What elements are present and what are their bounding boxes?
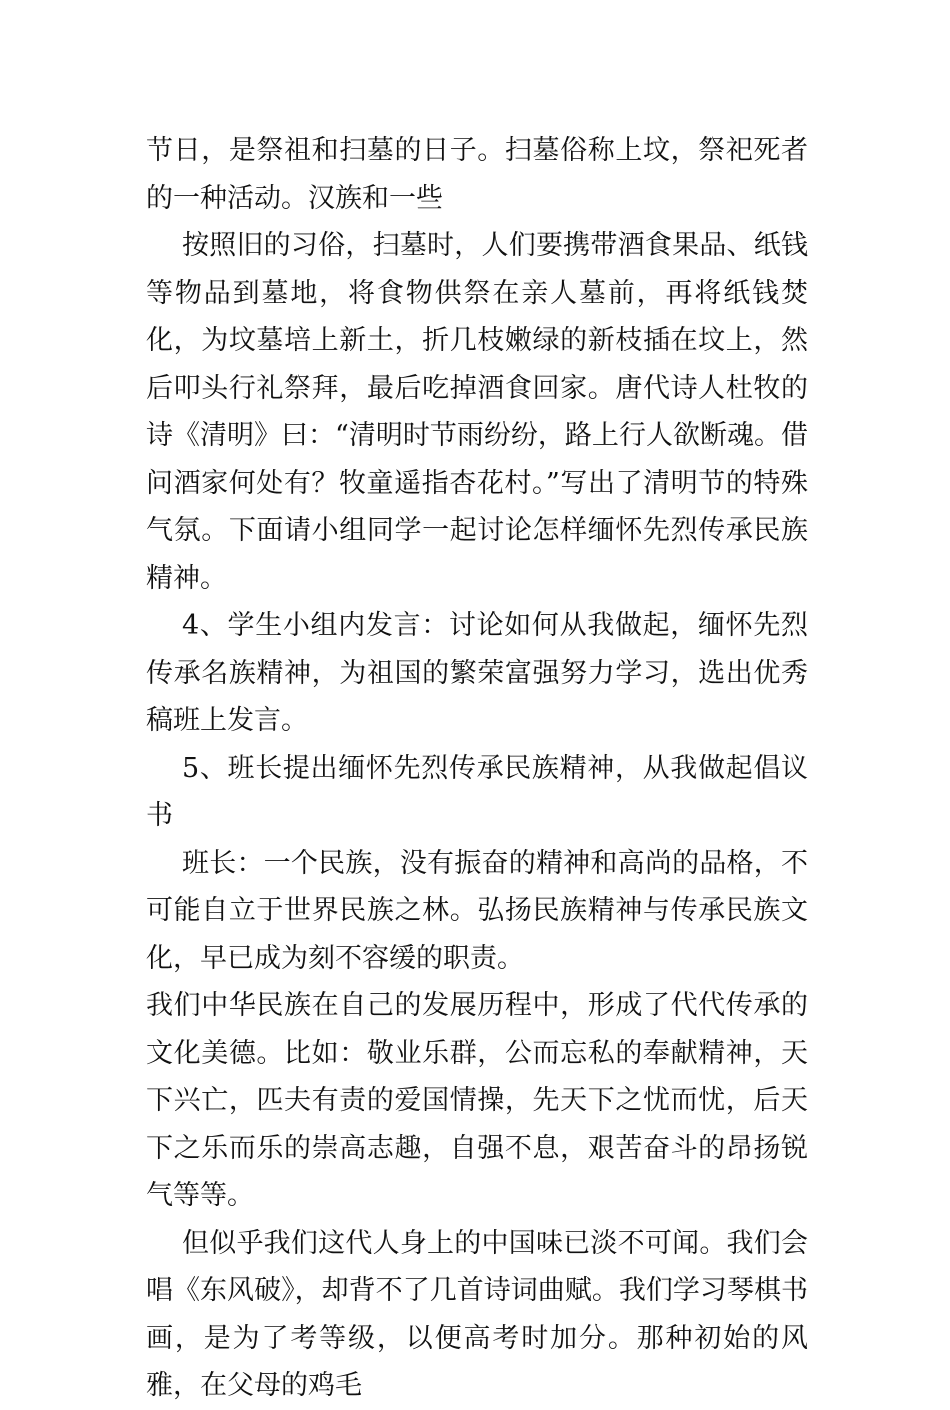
paragraph-group-discussion: 4、学生小组内发言：讨论如何从我做起，缅怀先烈传承名族精神，为祖国的繁荣富强努力学习，选出优秀稿班上发言。 [146,610,808,736]
paragraph-generation-reflection: 但似乎我们这代人身上的中国味已淡不可闻。我们会唱《东风破》，却背不了几首诗词曲赋。我们学习琴棋书画，是为了考等级，以便高考时加分。那种初始的风雅，在父母的鸡毛 [146,1227,808,1401]
paragraph-monitor-proposal: 5、班长提出缅怀先烈传承民族精神，从我做起倡议书 [146,752,808,831]
paragraph-cultural-virtues: 我们中华民族在自己的发展历程中，形成了代代传承的文化美德。比如：敬业乐群，公而忘私的奉献精神，天下兴亡，匹夫有责的爱国情操，先天下之忧而忧，后天下之乐而乐的崇高志趣，自强不息，艰苦奋斗的昂扬锐气等等。 [146,990,808,1211]
paragraph-monitor-speech: 班长：一个民族，没有振奋的精神和高尚的品格，不可能自立于世界民族之林。弘扬民族精神与传承民族文化，早已成为刻不容缓的职责。 [146,847,808,974]
paragraph-festival-intro: 节日，是祭祖和扫墓的日子。扫墓俗称上坟，祭祀死者的一种活动。汉族和一些 [146,135,808,214]
document-body [146,127,808,1410]
paragraph-tomb-sweeping-custom: 按照旧的习俗，扫墓时，人们要携带酒食果品、纸钱等物品到墓地，将食物供祭在亲人墓前，再将纸钱焚化，为坟墓培上新土，折几枝嫩绿的新枝插在坟上，然后叩头行礼祭拜，最后吃掉酒食回家。唐代诗人杜牧的诗《清明》曰：“清明时节雨纷纷，路上行人欲断魂。借问酒家何处有？牧童遥指杏花村。”写出了清明节的特殊气氛。下面请小组同学一起讨论怎样缅怀先烈传承民族精神。 [146,230,808,594]
